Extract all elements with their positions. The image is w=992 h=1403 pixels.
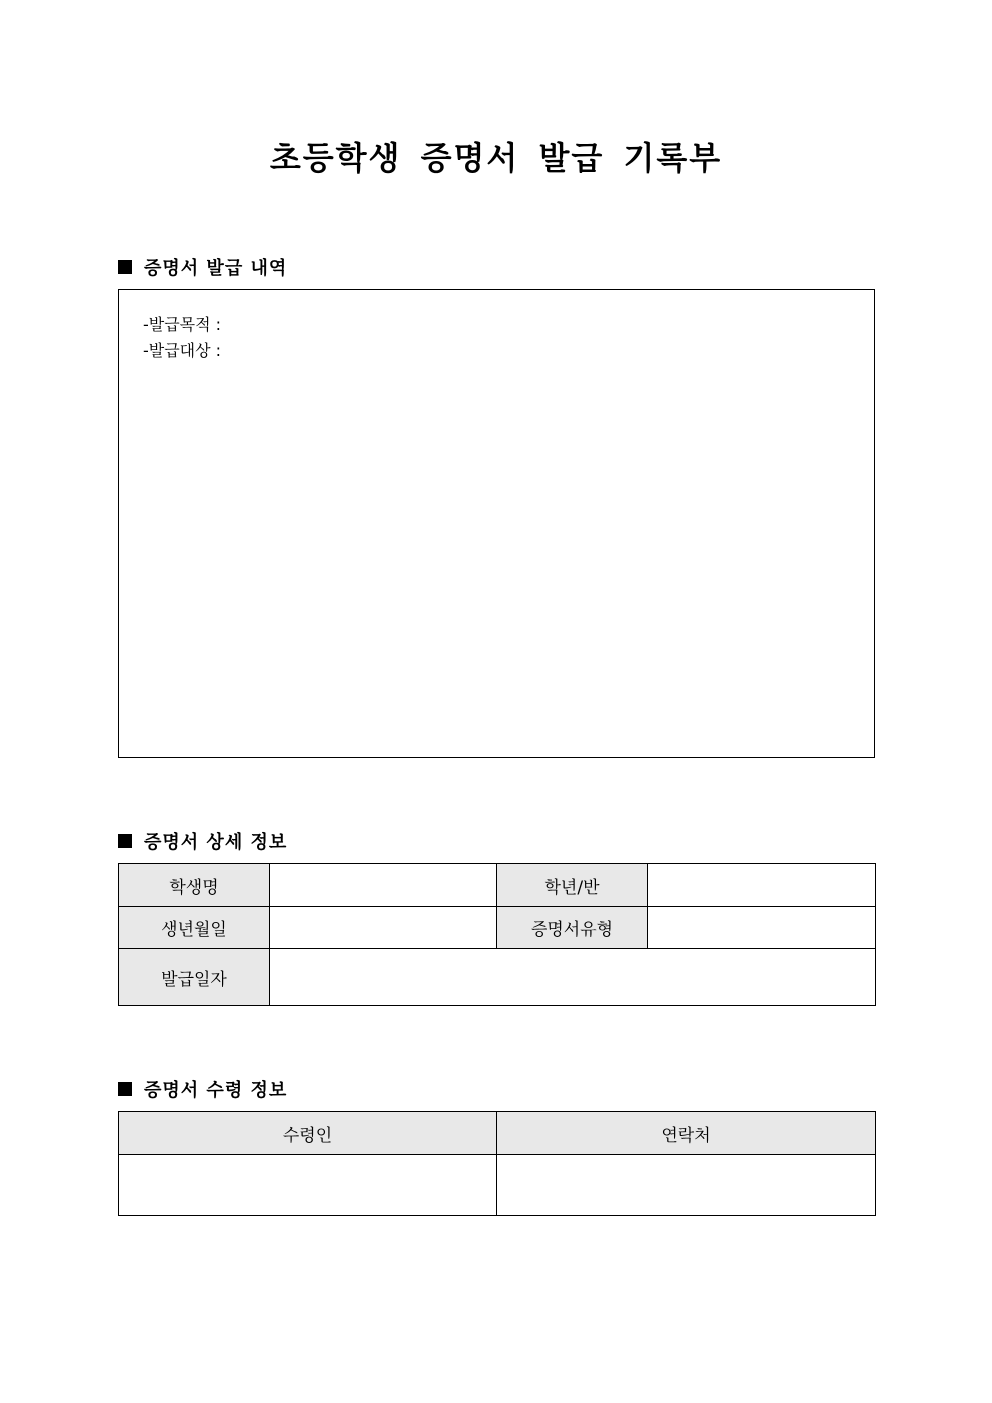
- square-bullet-icon: [118, 260, 132, 274]
- student-name-label: 학생명: [119, 864, 270, 907]
- issuance-details-box[interactable]: [118, 289, 875, 758]
- certificate-details-table: [118, 863, 876, 1006]
- issue-date-field[interactable]: [270, 949, 876, 1006]
- issue-date-label: 발급일자: [119, 949, 270, 1006]
- section-heading-text: 증명서 수령 정보: [144, 1080, 288, 1101]
- contact-field[interactable]: [497, 1155, 876, 1216]
- section-heading-details: [118, 828, 287, 854]
- certificate-type-field[interactable]: [648, 907, 876, 949]
- student-name-field[interactable]: [270, 864, 497, 907]
- certificate-receipt-table: [118, 1111, 876, 1216]
- purpose-line: -발급목적 :: [143, 315, 222, 334]
- table-row: [119, 907, 876, 949]
- square-bullet-icon: [118, 834, 132, 848]
- certificate-type-label: 증명서유형: [497, 907, 648, 949]
- target-line: -발급대상 :: [143, 341, 222, 360]
- contact-label: 연락처: [497, 1112, 876, 1155]
- table-row: [119, 1155, 876, 1216]
- table-row: [119, 949, 876, 1006]
- grade-class-label: 학년/반: [497, 864, 648, 907]
- grade-class-field[interactable]: [648, 864, 876, 907]
- recipient-field[interactable]: [119, 1155, 497, 1216]
- birth-date-field[interactable]: [270, 907, 497, 949]
- recipient-label: 수령인: [119, 1112, 497, 1155]
- section-heading-text: 증명서 발급 내역: [144, 258, 288, 279]
- section-heading-receipt: [118, 1076, 287, 1102]
- table-row: [119, 1112, 876, 1155]
- square-bullet-icon: [118, 1082, 132, 1096]
- page-title: 초등학생 증명서 발급 기록부: [269, 139, 723, 177]
- section-heading-issuance: [118, 254, 287, 280]
- section-heading-text: 증명서 상세 정보: [144, 832, 288, 853]
- table-row: [119, 864, 876, 907]
- birth-date-label: 생년월일: [119, 907, 270, 949]
